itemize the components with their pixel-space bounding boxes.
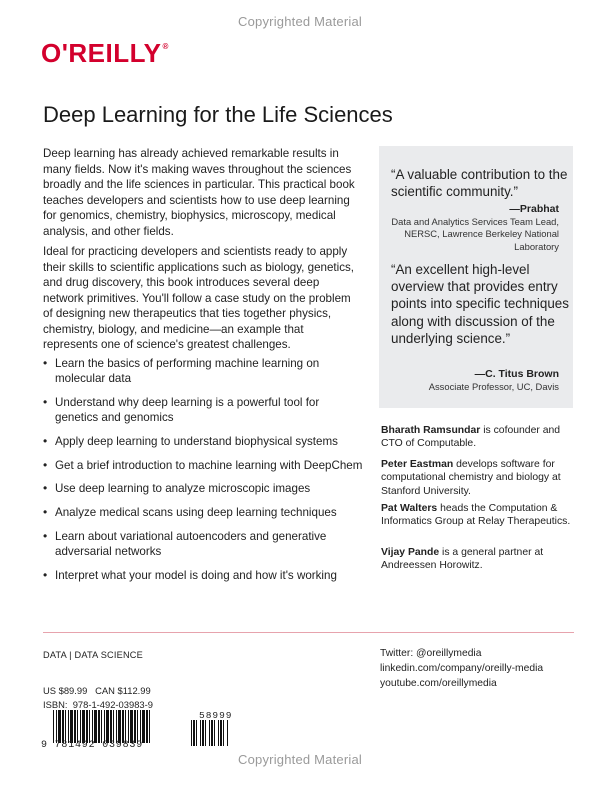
barcode-bar bbox=[92, 710, 93, 743]
barcode-bar bbox=[86, 710, 88, 743]
endorsement-box bbox=[379, 146, 573, 408]
barcode-bar bbox=[134, 710, 136, 743]
description-paragraph-1: Deep learning has already achieved remarkable results in many fields. Now it's making waves throughout the sciences broadly and the life sciences in particular. This practical book teaches developers and scientists how to use deep learning for genomics, chemistry, biophysics, microscopy, medical analysis, and other fields. bbox=[43, 147, 355, 238]
barcode-bars bbox=[53, 710, 185, 743]
quote-2-affiliation: Associate Professor, UC, Davis bbox=[428, 381, 559, 392]
barcode-bar bbox=[53, 710, 54, 743]
author-bio-2 bbox=[381, 458, 571, 498]
copyright-watermark-bottom: Copyrighted Material bbox=[238, 752, 362, 767]
price-label: US $89.99 CAN $112.99 bbox=[43, 685, 151, 696]
barcode-bar bbox=[98, 710, 100, 743]
author-bio-text: heads the Computation & Informatics Group at Relay Therapeutics. bbox=[381, 503, 571, 528]
list-item: • Analyze medical scans using deep learning techniques bbox=[43, 505, 363, 520]
author-name: Peter Eastman bbox=[381, 459, 454, 470]
barcode-bar bbox=[218, 720, 219, 746]
barcode-bar bbox=[220, 720, 222, 746]
quote-2-text: “An excellent high-level overview that provides entry points into specific techniques along with discussion of the underlying science.” bbox=[391, 262, 569, 346]
list-item: • Get a brief introduction to machine learning with DeepChem bbox=[43, 458, 363, 473]
barcode-bar bbox=[101, 710, 102, 743]
list-item: • Interpret what your model is doing and how it's working bbox=[43, 568, 363, 583]
barcode-bar bbox=[146, 710, 148, 743]
barcode-addon-number: 58999 bbox=[199, 710, 233, 721]
list-item: • Learn the basics of performing machine learning on molecular data bbox=[43, 356, 363, 386]
barcode-bar bbox=[193, 720, 195, 746]
section-divider bbox=[43, 632, 574, 633]
barcode-bar bbox=[130, 710, 133, 743]
author-bio-3 bbox=[381, 502, 571, 529]
barcode-bar bbox=[58, 710, 61, 743]
barcode-bar bbox=[68, 710, 69, 743]
author-name: Bharath Ramsundar bbox=[381, 425, 481, 436]
barcode-bar bbox=[223, 720, 224, 746]
barcode-bar bbox=[128, 710, 129, 743]
quote-1-text: “A valuable contribution to the scientific community.” bbox=[391, 167, 568, 200]
barcode-bar bbox=[94, 710, 97, 743]
twitter-handle: Twitter: @oreillymedia bbox=[380, 648, 482, 659]
barcode-bar bbox=[140, 710, 141, 743]
linkedin-url: linkedin.com/company/oreilly-media bbox=[380, 663, 544, 674]
barcode-bar bbox=[113, 710, 114, 743]
barcode-addon-bars bbox=[191, 720, 241, 746]
barcode-bar bbox=[205, 720, 206, 746]
barcode-bar bbox=[142, 710, 145, 743]
isbn-barcode bbox=[41, 710, 241, 752]
barcode-bar bbox=[122, 710, 124, 743]
barcode-bar bbox=[118, 710, 121, 743]
description-paragraph-2: Ideal for practicing developers and scientists ready to apply their skills to scientific applications such as biology, genetics, and drug discovery, this book introduces several deep network primitives. You'll follow a case study on the problem of designing new therapeutics that ties together physics, chemistry, biology, and medicine—an example that represents one of science's greatest challenges. bbox=[43, 245, 355, 351]
barcode-bar bbox=[62, 710, 64, 743]
barcode-bar bbox=[56, 710, 57, 743]
barcode-bar bbox=[104, 710, 105, 743]
quote-2-author: —C. Titus Brown bbox=[474, 368, 559, 380]
barcode-bar bbox=[196, 720, 197, 746]
barcode-bar bbox=[209, 720, 210, 746]
barcode-bar bbox=[74, 710, 76, 743]
author-bio-text: develops software for computational chemistry and biology at Stanford University. bbox=[381, 459, 561, 497]
author-bio-4 bbox=[381, 546, 571, 573]
barcode-bar bbox=[200, 720, 201, 746]
barcode-bar bbox=[77, 710, 78, 743]
author-name: Vijay Pande bbox=[381, 547, 440, 558]
copyright-watermark-top: Copyrighted Material bbox=[238, 14, 362, 29]
barcode-bar bbox=[110, 710, 112, 743]
author-bio-text: is a general partner at Andreessen Horowitz. bbox=[381, 547, 544, 572]
list-item: • Learn about variational autoencoders and generative adversarial networks bbox=[43, 529, 363, 559]
barcode-bar bbox=[211, 720, 213, 746]
barcode-bar bbox=[70, 710, 73, 743]
youtube-url: youtube.com/oreillymedia bbox=[380, 678, 497, 689]
list-item: • Use deep learning to analyze microscopic images bbox=[43, 481, 363, 496]
barcode-bar bbox=[125, 710, 126, 743]
barcode-bar bbox=[80, 710, 81, 743]
barcode-bar bbox=[65, 710, 66, 743]
barcode-bar bbox=[227, 720, 228, 746]
barcode-number: 9 781492 039839 bbox=[41, 740, 144, 751]
list-item: • Understand why deep learning is a powerful tool for genetics and genomics bbox=[43, 395, 363, 425]
barcode-bar bbox=[82, 710, 85, 743]
barcode-bar bbox=[116, 710, 117, 743]
author-bio-1 bbox=[381, 424, 571, 451]
barcode-bar bbox=[214, 720, 215, 746]
list-item: • Apply deep learning to understand biophysical systems bbox=[43, 434, 363, 449]
barcode-bar bbox=[106, 710, 109, 743]
category-label: DATA | DATA SCIENCE bbox=[43, 650, 143, 660]
author-name: Pat Walters bbox=[381, 503, 438, 514]
oreilly-logo: O'REILLY® bbox=[41, 38, 169, 68]
author-bio-text: is cofounder and CTO of Computable. bbox=[381, 425, 561, 450]
quote-1-affiliation: Data and Analytics Services Team Lead, NERSC, Lawrence Berkeley National Laboratory bbox=[391, 216, 559, 252]
barcode-bar bbox=[89, 710, 90, 743]
book-title: Deep Learning for the Life Sciences bbox=[43, 102, 393, 127]
isbn-label: ISBN: 978-1-492-03983-9 bbox=[43, 699, 153, 710]
barcode-bar bbox=[202, 720, 204, 746]
quote-1-author: —Prabhat bbox=[509, 203, 559, 215]
barcode-bar bbox=[137, 710, 138, 743]
barcode-bar bbox=[191, 720, 192, 746]
feature-list bbox=[43, 356, 363, 591]
barcode-bar bbox=[149, 710, 150, 743]
